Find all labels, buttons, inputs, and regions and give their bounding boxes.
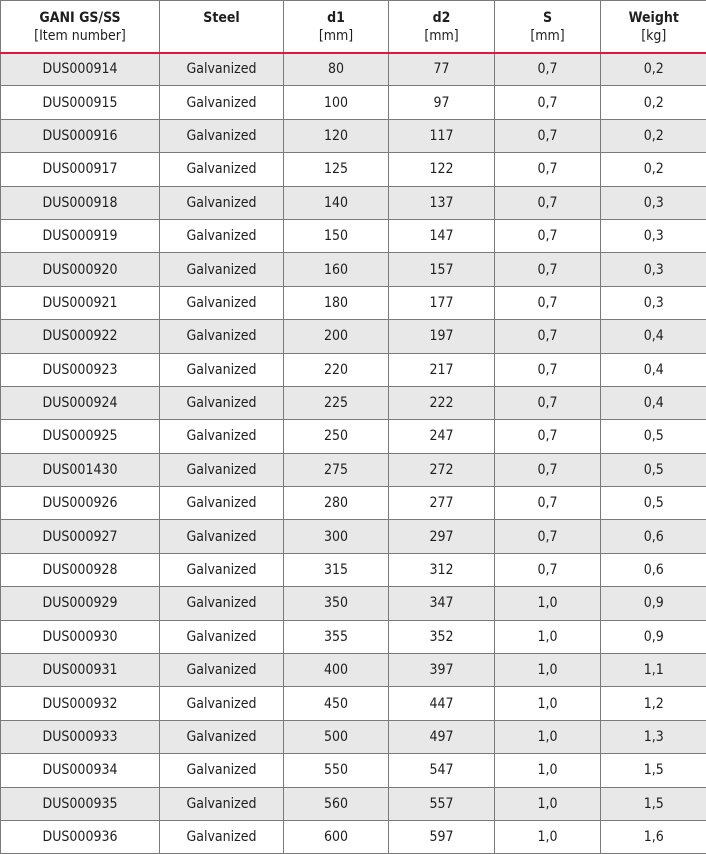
cell-s: 0,7	[495, 520, 601, 553]
column-header-s	[495, 1, 601, 53]
table-row	[1, 119, 706, 152]
cell-s: 0,7	[495, 487, 601, 520]
cell-steel: Galvanized	[160, 687, 284, 720]
cell-d2: 447	[389, 687, 495, 720]
cell-weight: 0,3	[601, 219, 706, 252]
table-row	[1, 386, 706, 419]
cell-d2: 197	[389, 320, 495, 353]
table-row	[1, 353, 706, 386]
table-row	[1, 320, 706, 353]
cell-d1: 80	[284, 53, 389, 86]
cell-item-number: DUS000921	[1, 286, 160, 319]
column-title: d1	[284, 9, 388, 27]
cell-s: 0,7	[495, 219, 601, 252]
cell-item-number: DUS000922	[1, 320, 160, 353]
cell-d2: 557	[389, 787, 495, 820]
cell-steel: Galvanized	[160, 219, 284, 252]
cell-weight: 1,2	[601, 687, 706, 720]
column-unit: [mm]	[389, 27, 494, 45]
cell-weight: 0,2	[601, 153, 706, 186]
cell-d2: 217	[389, 353, 495, 386]
cell-s: 0,7	[495, 453, 601, 486]
cell-d1: 355	[284, 620, 389, 653]
column-unit: [mm]	[284, 27, 388, 45]
table-row	[1, 219, 706, 252]
cell-d1: 300	[284, 520, 389, 553]
table-row	[1, 654, 706, 687]
cell-d2: 297	[389, 520, 495, 553]
column-header-item-number	[1, 1, 160, 53]
cell-item-number: DUS000923	[1, 353, 160, 386]
cell-s: 1,0	[495, 754, 601, 787]
cell-s: 1,0	[495, 654, 601, 687]
table-row	[1, 620, 706, 653]
cell-item-number: DUS000919	[1, 219, 160, 252]
column-unit: [kg]	[601, 27, 706, 45]
cell-item-number: DUS000930	[1, 620, 160, 653]
cell-steel: Galvanized	[160, 320, 284, 353]
cell-weight: 0,2	[601, 86, 706, 119]
table-row	[1, 720, 706, 753]
cell-d1: 225	[284, 386, 389, 419]
cell-item-number: DUS000917	[1, 153, 160, 186]
table-row	[1, 420, 706, 453]
cell-item-number: DUS000928	[1, 553, 160, 586]
cell-weight: 0,2	[601, 119, 706, 152]
cell-weight: 0,5	[601, 420, 706, 453]
cell-s: 0,7	[495, 386, 601, 419]
cell-d1: 220	[284, 353, 389, 386]
cell-weight: 0,9	[601, 587, 706, 620]
column-title: Steel	[160, 9, 283, 27]
cell-steel: Galvanized	[160, 520, 284, 553]
table-row	[1, 687, 706, 720]
cell-d1: 450	[284, 687, 389, 720]
cell-d2: 97	[389, 86, 495, 119]
cell-d2: 597	[389, 820, 495, 853]
cell-steel: Galvanized	[160, 654, 284, 687]
cell-d1: 180	[284, 286, 389, 319]
cell-s: 1,0	[495, 620, 601, 653]
cell-item-number: DUS000931	[1, 654, 160, 687]
cell-s: 0,7	[495, 553, 601, 586]
cell-s: 0,7	[495, 253, 601, 286]
cell-steel: Galvanized	[160, 353, 284, 386]
cell-steel: Galvanized	[160, 787, 284, 820]
column-title: Weight	[601, 9, 706, 27]
cell-item-number: DUS000914	[1, 53, 160, 86]
cell-d2: 312	[389, 553, 495, 586]
cell-steel: Galvanized	[160, 720, 284, 753]
cell-d1: 560	[284, 787, 389, 820]
cell-weight: 1,1	[601, 654, 706, 687]
cell-d2: 247	[389, 420, 495, 453]
cell-s: 0,7	[495, 119, 601, 152]
cell-d2: 117	[389, 119, 495, 152]
cell-d2: 547	[389, 754, 495, 787]
cell-s: 1,0	[495, 787, 601, 820]
cell-weight: 1,3	[601, 720, 706, 753]
cell-item-number: DUS000916	[1, 119, 160, 152]
cell-d1: 550	[284, 754, 389, 787]
table-header	[1, 1, 706, 53]
cell-weight: 0,4	[601, 320, 706, 353]
cell-d2: 137	[389, 186, 495, 219]
cell-d2: 497	[389, 720, 495, 753]
table-row	[1, 153, 706, 186]
table-row	[1, 787, 706, 820]
cell-d2: 397	[389, 654, 495, 687]
cell-item-number: DUS000929	[1, 587, 160, 620]
cell-d1: 100	[284, 86, 389, 119]
cell-steel: Galvanized	[160, 620, 284, 653]
cell-s: 0,7	[495, 420, 601, 453]
cell-item-number: DUS000918	[1, 186, 160, 219]
table-row	[1, 587, 706, 620]
cell-d1: 315	[284, 553, 389, 586]
column-title: d2	[389, 9, 494, 27]
cell-item-number: DUS000915	[1, 86, 160, 119]
cell-weight: 0,5	[601, 453, 706, 486]
cell-item-number: DUS000926	[1, 487, 160, 520]
cell-d1: 150	[284, 219, 389, 252]
cell-s: 0,7	[495, 53, 601, 86]
cell-steel: Galvanized	[160, 286, 284, 319]
header-row	[1, 1, 706, 53]
cell-item-number: DUS000925	[1, 420, 160, 453]
column-header-d1	[284, 1, 389, 53]
cell-d2: 352	[389, 620, 495, 653]
cell-s: 0,7	[495, 186, 601, 219]
cell-d2: 177	[389, 286, 495, 319]
table-row	[1, 820, 706, 853]
cell-weight: 0,3	[601, 186, 706, 219]
cell-d1: 600	[284, 820, 389, 853]
cell-s: 0,7	[495, 86, 601, 119]
table-row	[1, 86, 706, 119]
column-title: S	[495, 9, 600, 27]
cell-steel: Galvanized	[160, 487, 284, 520]
cell-d1: 200	[284, 320, 389, 353]
cell-weight: 0,2	[601, 53, 706, 86]
cell-d1: 500	[284, 720, 389, 753]
cell-d1: 125	[284, 153, 389, 186]
cell-steel: Galvanized	[160, 253, 284, 286]
cell-d2: 277	[389, 487, 495, 520]
cell-d2: 147	[389, 219, 495, 252]
table-row	[1, 186, 706, 219]
cell-s: 0,7	[495, 320, 601, 353]
column-header-steel	[160, 1, 284, 53]
cell-weight: 1,6	[601, 820, 706, 853]
cell-weight: 0,5	[601, 487, 706, 520]
column-unit: [mm]	[495, 27, 600, 45]
column-unit: [Item number]	[1, 27, 159, 45]
cell-steel: Galvanized	[160, 86, 284, 119]
cell-d1: 160	[284, 253, 389, 286]
cell-d2: 77	[389, 53, 495, 86]
column-title: GANI GS/SS	[1, 9, 159, 27]
cell-weight: 0,6	[601, 553, 706, 586]
cell-d2: 222	[389, 386, 495, 419]
cell-item-number: DUS000935	[1, 787, 160, 820]
cell-steel: Galvanized	[160, 754, 284, 787]
cell-weight: 0,4	[601, 353, 706, 386]
cell-weight: 0,4	[601, 386, 706, 419]
cell-s: 1,0	[495, 587, 601, 620]
column-header-weight	[601, 1, 706, 53]
cell-d2: 122	[389, 153, 495, 186]
table-row	[1, 53, 706, 86]
cell-weight: 0,3	[601, 286, 706, 319]
cell-d1: 350	[284, 587, 389, 620]
cell-steel: Galvanized	[160, 453, 284, 486]
table-body	[1, 53, 706, 854]
cell-steel: Galvanized	[160, 153, 284, 186]
cell-item-number: DUS000927	[1, 520, 160, 553]
cell-d1: 400	[284, 654, 389, 687]
table-row	[1, 453, 706, 486]
cell-item-number: DUS001430	[1, 453, 160, 486]
cell-d1: 275	[284, 453, 389, 486]
cell-s: 1,0	[495, 820, 601, 853]
cell-steel: Galvanized	[160, 587, 284, 620]
cell-steel: Galvanized	[160, 820, 284, 853]
cell-s: 0,7	[495, 353, 601, 386]
cell-weight: 1,5	[601, 787, 706, 820]
cell-steel: Galvanized	[160, 420, 284, 453]
cell-d1: 250	[284, 420, 389, 453]
table-row	[1, 286, 706, 319]
table-row	[1, 754, 706, 787]
cell-steel: Galvanized	[160, 553, 284, 586]
cell-steel: Galvanized	[160, 186, 284, 219]
cell-item-number: DUS000932	[1, 687, 160, 720]
cell-item-number: DUS000936	[1, 820, 160, 853]
cell-d2: 157	[389, 253, 495, 286]
cell-s: 1,0	[495, 687, 601, 720]
table-row	[1, 253, 706, 286]
cell-item-number: DUS000924	[1, 386, 160, 419]
cell-s: 0,7	[495, 286, 601, 319]
table-row	[1, 487, 706, 520]
cell-d2: 347	[389, 587, 495, 620]
cell-weight: 0,3	[601, 253, 706, 286]
cell-d1: 140	[284, 186, 389, 219]
cell-d1: 120	[284, 119, 389, 152]
cell-steel: Galvanized	[160, 119, 284, 152]
table-row	[1, 553, 706, 586]
table-row	[1, 520, 706, 553]
cell-d1: 280	[284, 487, 389, 520]
cell-item-number: DUS000933	[1, 720, 160, 753]
cell-weight: 0,6	[601, 520, 706, 553]
cell-steel: Galvanized	[160, 53, 284, 86]
cell-weight: 1,5	[601, 754, 706, 787]
cell-item-number: DUS000934	[1, 754, 160, 787]
cell-s: 0,7	[495, 153, 601, 186]
column-header-d2	[389, 1, 495, 53]
cell-steel: Galvanized	[160, 386, 284, 419]
cell-item-number: DUS000920	[1, 253, 160, 286]
cell-weight: 0,9	[601, 620, 706, 653]
cell-d2: 272	[389, 453, 495, 486]
cell-s: 1,0	[495, 720, 601, 753]
